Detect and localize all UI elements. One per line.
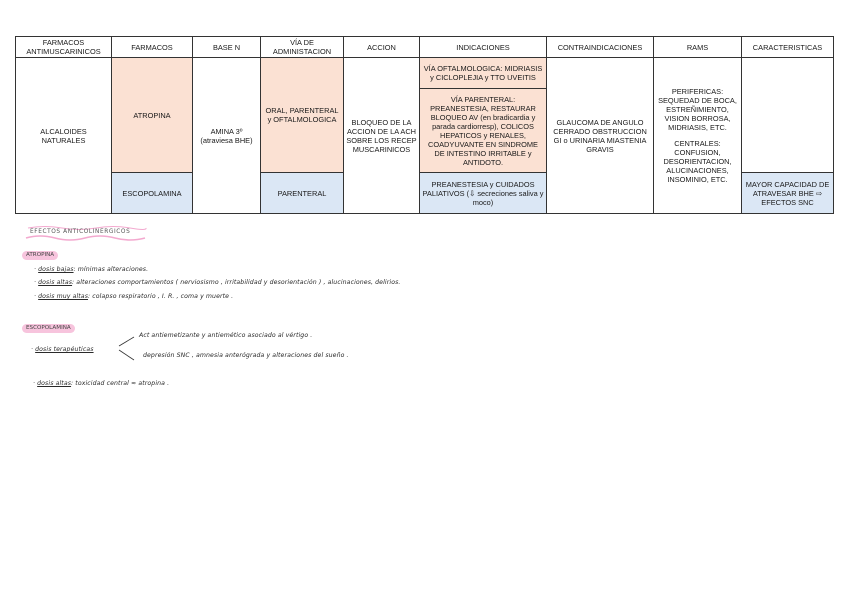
escopolamina-terap-2: depresión SNC , amnesia anterógrada y alteraciones del sueño .	[143, 352, 349, 359]
header-cell: CONTRAINDICACIONES	[547, 37, 654, 58]
via-escopolamina: PARENTERAL	[261, 173, 344, 214]
contraindicaciones-cell: GLAUCOMA DE ANGULO CERRADO OBSTRUCCION GI o URINARIA MIASTENIA GRAVIS	[547, 58, 654, 214]
escopolamina-terap-1: Act antiemetizante y antiemético asociado al vértigo .	[139, 332, 313, 339]
accion-cell: BLOQUEO DE LA ACCION DE LA ACH SOBRE LOS RECEP MUSCARINICOS	[344, 58, 420, 214]
header-cell: INDICACIONES	[420, 37, 547, 58]
header-cell: VÍA DE ADMINISTACION	[261, 37, 344, 58]
atropina-item-key: dosis muy altas	[38, 293, 89, 300]
header-cell: FARMACOS ANTIMUSCARINICOS	[16, 37, 112, 58]
atropina-item-text: : alteraciones comportamientos ( nerviosismo , irritabilidad y desorientación ) , alucinaciones, delirios.	[72, 279, 401, 286]
group-cell: ALCALOIDES NATURALES	[16, 58, 112, 214]
header-cell: BASE N	[193, 37, 261, 58]
escopolamina-terap: · dosis terapéuticas	[31, 346, 94, 353]
label-atropina: ATROPINA	[22, 251, 58, 260]
rams-perifericas: PERIFERICAS: SEQUEDAD DE BOCA, ESTREÑIMIENTO, VISION BORROSA, MIDRIASIS, ETC.	[658, 87, 737, 132]
escopolamina-terap-key: dosis terapéuticas	[35, 346, 94, 353]
header-cell: RAMS	[654, 37, 742, 58]
via-atropina: ORAL, PARENTERAL y OFTALMOLOGICA	[261, 58, 344, 173]
base-cell: AMINA 3º (atraviesa BHE)	[193, 58, 261, 214]
escopolamina-altas-text: : toxicidad central ≈ atropina .	[71, 380, 170, 387]
atropina-item-key: dosis bajas	[38, 266, 74, 273]
escopolamina-altas-key: dosis altas	[37, 380, 72, 387]
escopolamina-altas: · dosis altas: toxicidad central ≈ atropina .	[33, 380, 170, 387]
atropina-item-1: · dosis bajas: mínimas alteraciones.	[34, 266, 149, 273]
rams-centrales: CENTRALES: CONFUSION, DESORIENTACION, ALUCINACIONES, INSOMINIO, ETC.	[663, 139, 732, 184]
indicaciones-escopolamina: PREANESTESIA y CUIDADOS PALIATIVOS (⇩ secreciones saliva y moco)	[420, 173, 547, 214]
indicacion-oftalmologica: VÍA OFTALMOLOGICA: MIDRIASIS y CICLOPLEJIA y TTO UVEITIS	[420, 58, 547, 89]
label-escopolamina: ESCOPOLAMINA	[22, 324, 75, 333]
notes-title: EFECTOS ANTICOLINERGICOS	[30, 229, 131, 235]
indicacion-parenteral: VÍA PARENTERAL: PREANESTESIA, RESTAURAR BLOQUEO AV (en bradicardia y parada cardiorresp), COLICOS HEPATICOS y RENALES, COADYUVANTE EN SINDROME DE INTESTINO IRRITABLE y ANTIDOTO.	[420, 89, 547, 173]
header-cell: ACCION	[344, 37, 420, 58]
atropina-item-key: dosis altas	[38, 279, 73, 286]
drug-atropina: ATROPINA	[112, 58, 193, 173]
atropina-item-3: · dosis muy altas: colapso respiratorio , I. R. , coma y muerte .	[34, 293, 234, 300]
atropina-item-text: : colapso respiratorio , I. R. , coma y muerte .	[88, 293, 234, 300]
atropina-item-text: : mínimas alteraciones.	[73, 266, 149, 273]
drug-escopolamina: ESCOPOLAMINA	[112, 173, 193, 214]
caracteristicas-escopolamina: MAYOR CAPACIDAD DE ATRAVESAR BHE ⇨ EFECTOS SNC	[742, 173, 834, 214]
atropina-item-2: · dosis altas: alteraciones comportamientos ( nerviosismo , irritabilidad y desorientación ) , alucinaciones, delirios.	[34, 279, 401, 286]
header-cell: FARMACOS	[112, 37, 193, 58]
header-cell: CARACTERISTICAS	[742, 37, 834, 58]
